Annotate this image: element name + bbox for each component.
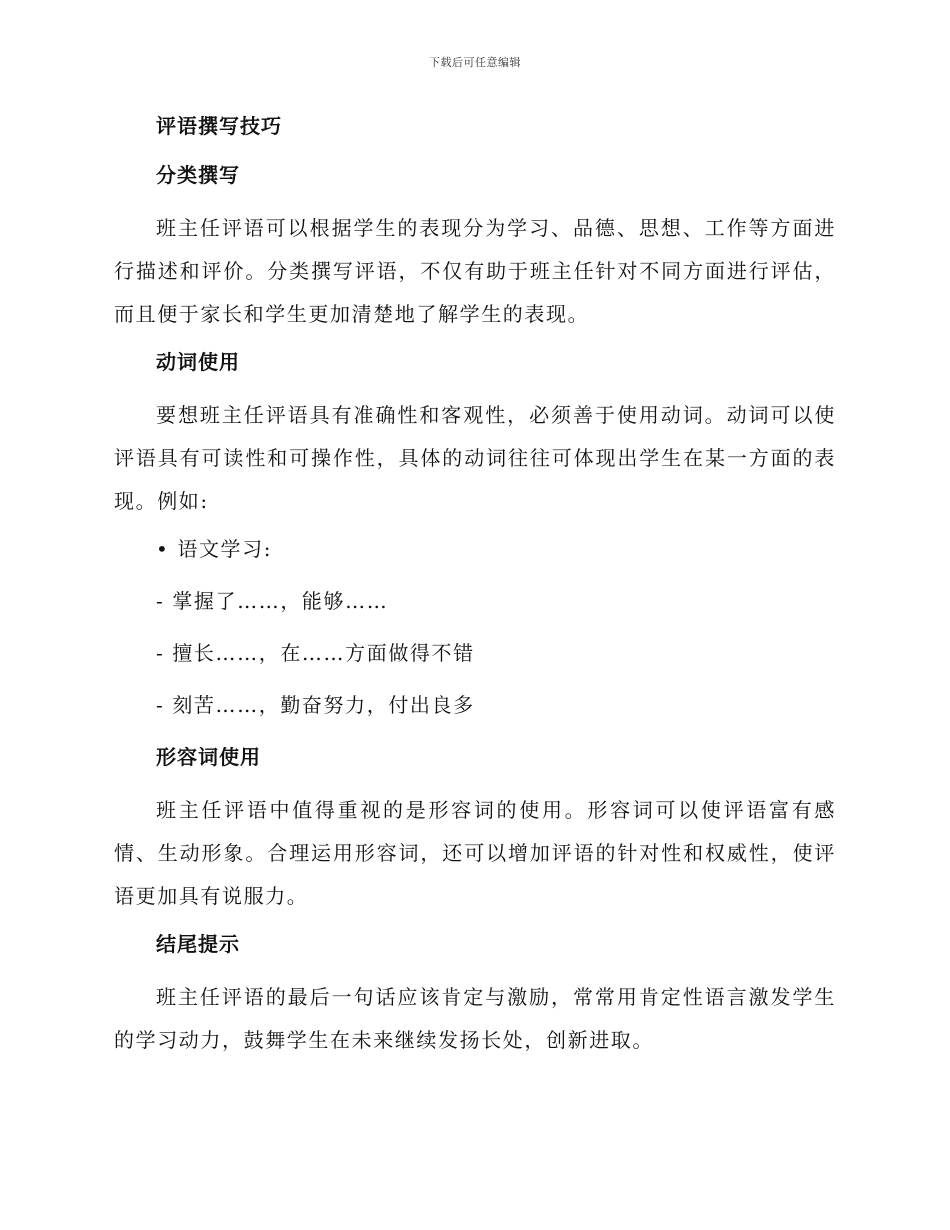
section-paragraph-verbs: 要想班主任评语具有准确性和客观性，必须善于使用动词。动词可以使评语具有可读性和可操作性，具体的动词往往可体现出学生在某一方面的表现。例如:: [114, 403, 836, 513]
page-header-note: 下载后可任意编辑: [429, 56, 521, 69]
section-paragraph-classification: 班主任评语可以根据学生的表现分为学习、品德、思想、工作等方面进行描述和评价。分类撰写评语，不仅有助于班主任针对不同方面进行评估，而且便于家长和学生更加清楚地了解学生的表现。: [114, 216, 836, 326]
section-paragraph-ending: 班主任评语的最后一句话应该肯定与激励，常常用肯定性语言激发学生的学习动力，鼓舞学生在未来继续发扬长处，创新进取。: [114, 985, 836, 1052]
section-paragraph-adjectives: 班主任评语中值得重视的是形容词的使用。形容词可以使评语富有感情、生动形象。合理运用形容词，还可以增加评语的针对性和权威性，使评语更加具有说服力。: [114, 798, 836, 908]
document-body: [114, 110, 836, 1072]
section-heading-verbs: 动词使用: [156, 350, 240, 374]
list-item: - 擅长……，在……方面做得不错: [156, 641, 475, 665]
document-title: 评语撰写技巧: [156, 114, 282, 138]
section-heading-ending: 结尾提示: [156, 932, 240, 956]
list-item: - 刻苦……，勤奋努力，付出良多: [156, 693, 475, 717]
list-item: - 掌握了……，能够……: [156, 589, 389, 613]
list-item: • 语文学习:: [156, 537, 273, 561]
section-heading-classification: 分类撰写: [156, 163, 240, 187]
section-heading-adjectives: 形容词使用: [156, 745, 261, 769]
